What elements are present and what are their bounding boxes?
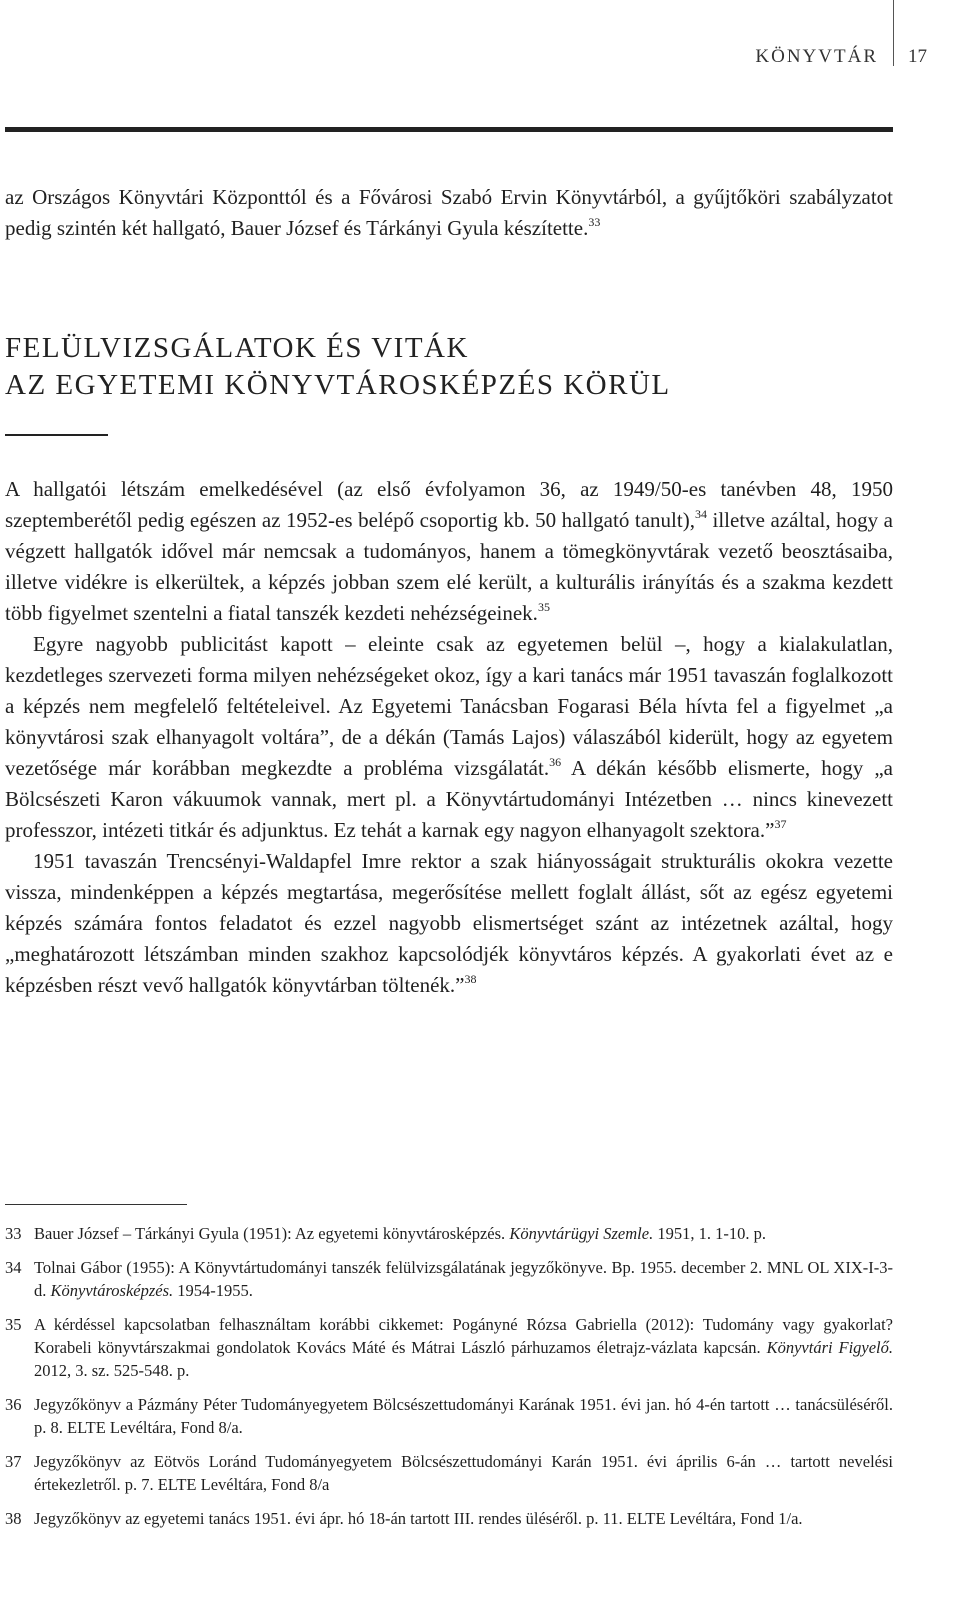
footnote-38 xyxy=(5,1507,893,1530)
footnote-text: Bauer József – Tárkányi Gyula (1951): Az egyetemi könyvtárosképzés. Könyvtárügyi Szemle. 1951, 1. 1-10. p. xyxy=(34,1224,766,1243)
paragraph-1: az Országos Könyvtári Központtól és a Fővárosi Szabó Ervin Könyvtárból, a gyűjtőköri szabályzatot pedig szintén két hallgató, Bauer József és Tárkányi Gyula készítette.$^{33}$ xyxy=(5,185,893,240)
footnote-ref-34[interactable]: 34 xyxy=(694,507,707,521)
footnote-number: 33 xyxy=(5,1224,22,1243)
running-head-title: KÖNYVTÁR xyxy=(755,46,878,67)
paragraph-4: 1951 tavaszán Trencsényi-Waldapfel Imre rektor a szak hiányosságait strukturális okokra vezette vissza, mindenképpen a képzés megtartása, megerősítése mellett foglalt állást, sőt az egész egyetemi képzés számára fontos feladatot és ezzel nagyobb elismertséget szánt az intézetnek azáltal, hogy „meghatározott létszámban minden szakhoz kapcsolódjék könyvtáros képzés. A gyakorlati évet az e képzésben részt vevő hallgatók könyvtárban töltenék.”$^{38}$ xyxy=(5,849,893,997)
section-heading xyxy=(5,330,893,404)
header-divider xyxy=(893,0,894,66)
footnote-number: 36 xyxy=(5,1395,22,1414)
paragraph-2: A hallgatói létszám emelkedésével (az első évfolyamon 36, az 1949/50-es tanévben 48, 1950 szeptemberétől pedig egészen az 1952-es belépő csoportig kb. 50 hallgató tanult),$^{34}$ illetve azáltal, hogy a végzett hallgatók idővel már nemcsak a tudományos, hanem a tömegkönyvtárak vezető beosztásaiba, illetve vidékre is elkerültek, a képzés jobban szem elé került, a kulturális irányítás és a szakma kezdett több figyelmet szentelni a fiatal tanszék kezdeti nehézségeinek.$^{35}$ xyxy=(5,477,893,625)
footnote-text: Tolnai Gábor (1955): A Könyvtártudományi tanszék felülvizsgálatának jegyzőkönyve. Bp. 1955. december 2. MNL OL XIX-I-3-d. Könyvtárosképzés. 1954-1955. xyxy=(34,1258,893,1300)
footnote-ref-33[interactable]: 33 xyxy=(588,215,601,229)
footnote-37 xyxy=(5,1450,893,1496)
footnote-text: A kérdéssel kapcsolatban felhasználtam korábbi cikkemet: Pogányné Rózsa Gabriella (2012): Tudomány vagy gyakorlat? Korabeli könyvtárszakmai gondolatok Kovács Máté és Mátrai László párhuzamos életrajz-vázlata kapcsán. Könyvtári Figyelő. 2012, 3. sz. 525-548. p. xyxy=(34,1315,894,1380)
footnote-33 xyxy=(5,1222,893,1245)
footnote-ref-36[interactable]: 36 xyxy=(549,755,562,769)
heading-rule xyxy=(5,434,108,436)
footnote-36 xyxy=(5,1393,893,1439)
top-rule xyxy=(5,127,893,132)
section-heading-line-2: AZ EGYETEMI KÖNYVTÁROSKÉPZÉS KÖRÜL xyxy=(5,369,671,401)
footnote-number: 37 xyxy=(5,1452,22,1471)
footnote-text: Jegyzőkönyv az Eötvös Loránd Tudományegyetem Bölcsészettudományi Karán 1951. évi április 6-án … tartott nevelési értekezletről. p. 7. ELTE Levéltára, Fond 8/a xyxy=(34,1452,893,1494)
footnote-separator xyxy=(5,1204,187,1205)
footnote-text: Jegyzőkönyv a Pázmány Péter Tudományegyetem Bölcsészettudományi Karának 1951. évi jan. hó 4-én tartott … tanácsüléséről. p. 8. ELTE Levéltára, Fond 8/a. xyxy=(34,1395,893,1437)
footnote-ref-37[interactable]: 37 xyxy=(774,817,787,831)
section-heading-line-1: FELÜLVIZSGÁLATOK ÉS VITÁK xyxy=(5,332,469,364)
footnote-34 xyxy=(5,1256,893,1302)
paragraph-3: Egyre nagyobb publicitást kapott – eleinte csak az egyetemen belül –, hogy a kialakulatlan, kezdetleges szervezeti forma milyen nehézségeket okoz, így a kari tanács már 1951 tavaszán foglalkozott a képzés nem megfelelő feltételeivel. Az Egyetemi Tanácsban Fogarasi Béla hívta fel a figyelmet „a könyvtárosi szak elhanyagolt voltára”, de a dékán (Tamás Lajos) válaszából kiderült, hogy az egyetem vezetősége már korábban megkezdte a probléma vizsgálatát.$^{36}$ A dékán később elismerte, hogy „a Bölcsészeti Karon vákuumok vannak, mert pl. a Könyvtártudományi Intézetben … nincs kinevezett professzor, intézeti titkár és adjunktus. Ez tehát a karnak egy nagyon elhanyagolt szektora.”$^{37}$ xyxy=(5,632,894,842)
main-text xyxy=(5,182,893,1001)
footnote-ref-35[interactable]: 35 xyxy=(537,600,550,614)
footnote-number: 38 xyxy=(5,1509,22,1528)
footnote-number: 34 xyxy=(5,1258,22,1277)
page-number: 17 xyxy=(908,46,927,67)
footnote-ref-38[interactable]: 38 xyxy=(464,972,477,986)
footnotes xyxy=(5,1222,893,1541)
footnote-number: 35 xyxy=(5,1315,22,1334)
footnote-text: Jegyzőkönyv az egyetemi tanács 1951. évi ápr. hó 18-án tartott III. rendes üléséről. p. 11. ELTE Levéltára, Fond 1/a. xyxy=(34,1509,803,1528)
footnote-35 xyxy=(5,1313,893,1382)
